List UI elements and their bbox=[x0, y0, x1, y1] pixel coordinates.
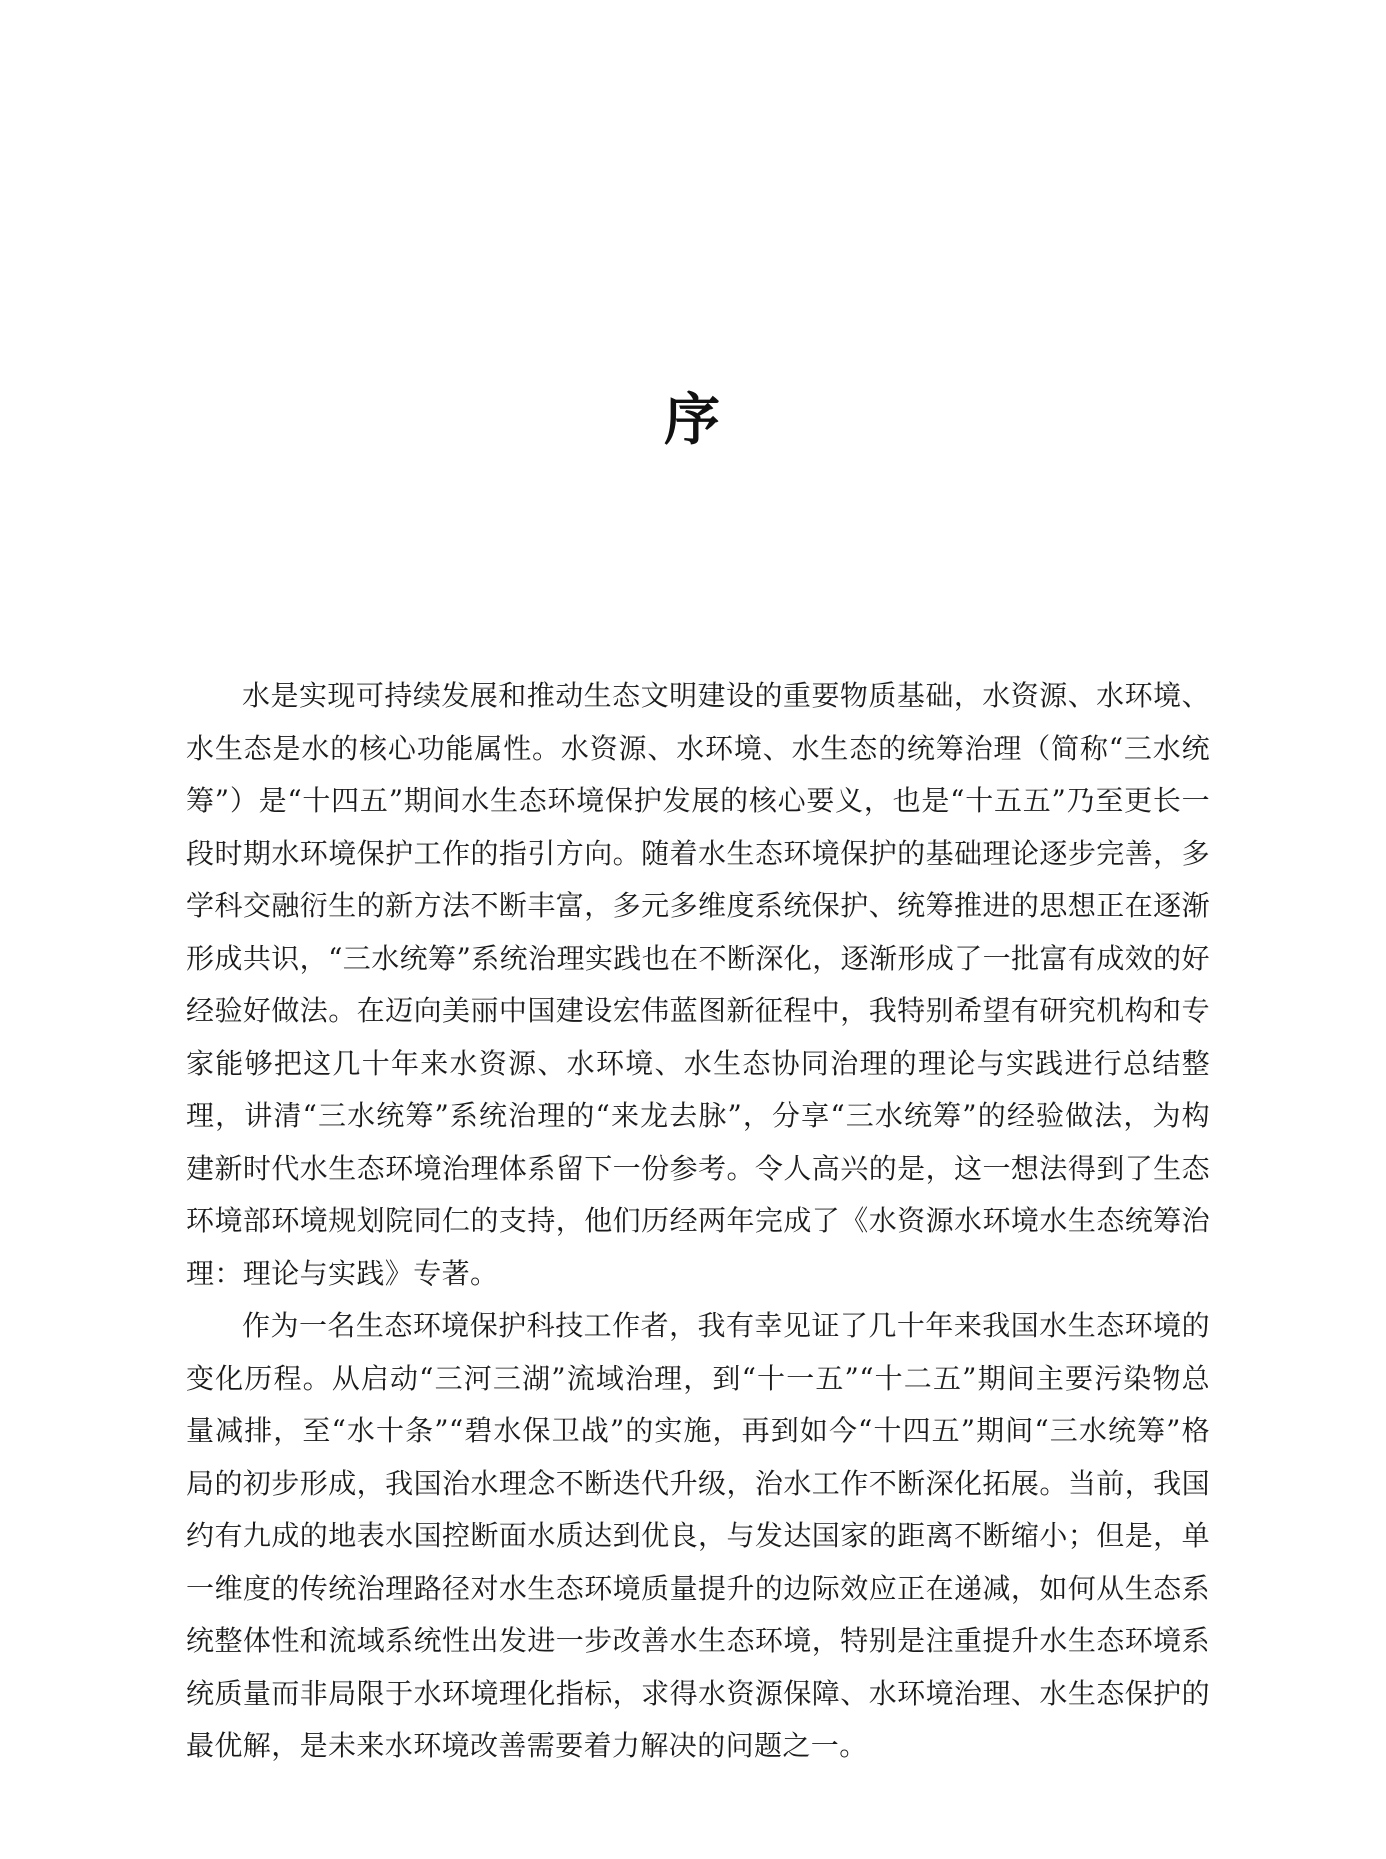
paragraph-2: 作为一名生态环境保护科技工作者，我有幸见证了几十年来我国水生态环境的变化历程。从启动“三河三湖”流域治理，到“十一五”“十二五”期间主要污染物总量减排，至“水十条”“碧水保卫战”的实施，再到如今“十四五”期间“三水统筹”格局的初步形成，我国治水理念不断迭代升级，治水工作不断深化拓展。当前，我国约有九成的地表水国控断面水质达到优良，与发达国家的距离不断缩小；但是，单一维度的传统治理路径对水生态环境质量提升的边际效应正在递减，如何从生态系统整体性和流域系统性出发进一步改善水生态环境，特别是注重提升水生态环境系统质量而非局限于水环境理化指标，求得水资源保障、水环境治理、水生态保护的最优解，是未来水环境改善需要着力解决的问题之一。 bbox=[186, 1309, 1210, 1762]
page-title: 序 bbox=[664, 387, 722, 453]
preface-body bbox=[186, 670, 1210, 1773]
paragraph-1: 水是实现可持续发展和推动生态文明建设的重要物质基础，水资源、水环境、水生态是水的核心功能属性。水资源、水环境、水生态的统筹治理（简称“三水统筹”）是“十四五”期间水生态环境保护发展的核心要义，也是“十五五”乃至更长一段时期水环境保护工作的指引方向。随着水生态环境保护的基础理论逐步完善，多学科交融衍生的新方法不断丰富，多元多维度系统保护、统筹推进的思想正在逐渐形成共识，“三水统筹”系统治理实践也在不断深化，逐渐形成了一批富有成效的好经验好做法。在迈向美丽中国建设宏伟蓝图新征程中，我特别希望有研究机构和专家能够把这几十年来水资源、水环境、水生态协同治理的理论与实践进行总结整理，讲清“三水统筹”系统治理的“来龙去脉”，分享“三水统筹”的经验做法，为构建新时代水生态环境治理体系留下一份参考。令人高兴的是，这一想法得到了生态环境部环境规划院同仁的支持，他们历经两年完成了《水资源水环境水生态统筹治理：理论与实践》专著。 bbox=[186, 679, 1210, 1290]
